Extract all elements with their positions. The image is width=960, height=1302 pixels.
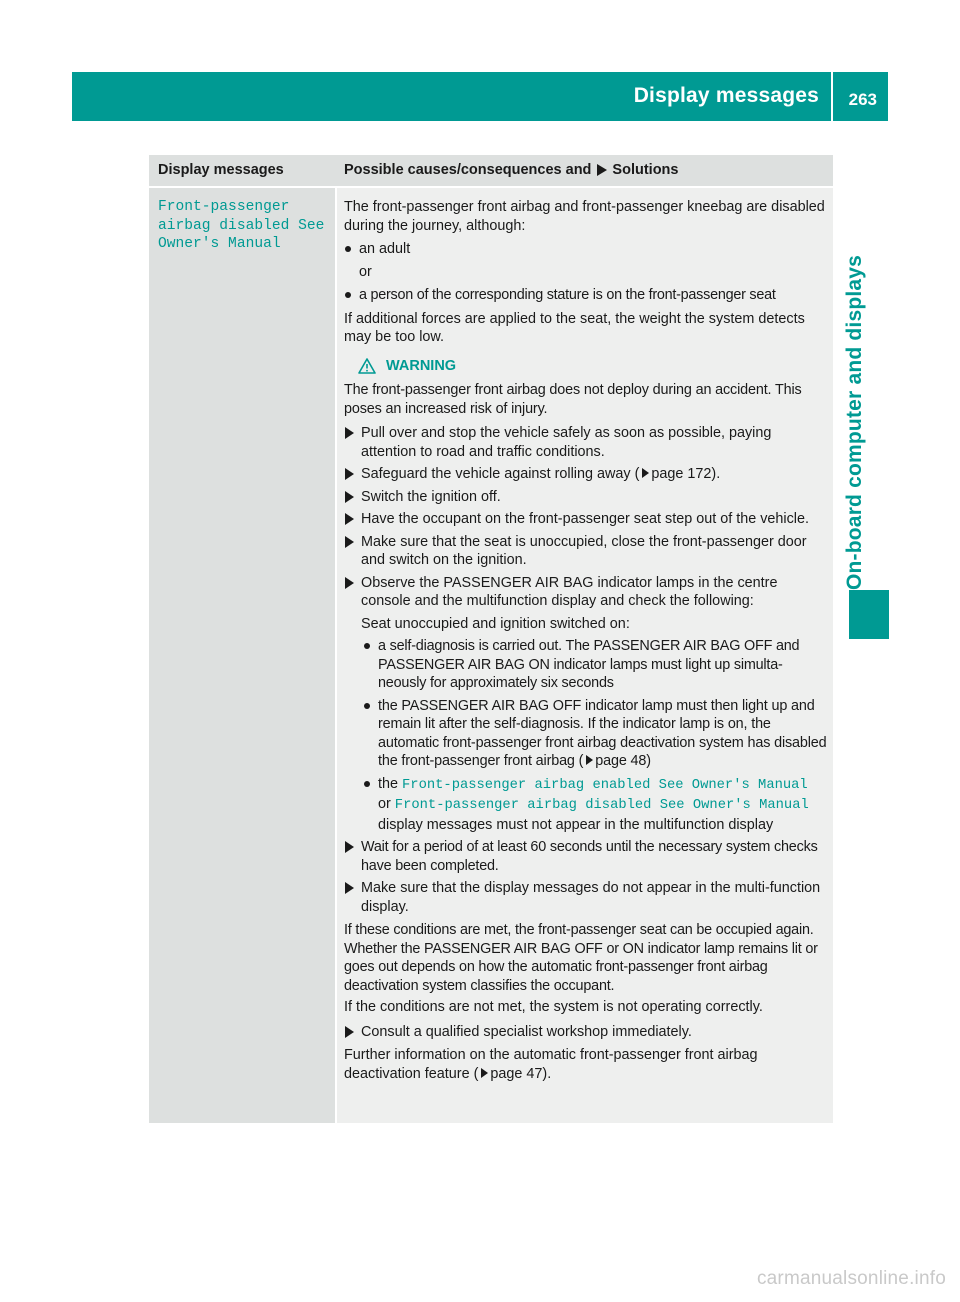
step-text: Consult a qualified specialist workshop immediately. bbox=[361, 1023, 692, 1040]
step-text: Observe the PASSENGER AIR BAG indicator lamps in the centre console and the multifunction display and check the following: bbox=[361, 574, 778, 609]
page-reference-icon bbox=[481, 1068, 488, 1078]
condition-person: a person of the corresponding stature is on the front-passenger seat bbox=[344, 286, 827, 305]
col-header-causes bbox=[337, 155, 833, 186]
step-arrow-icon bbox=[345, 427, 354, 439]
step-pull-over bbox=[344, 424, 827, 461]
condition-or: or bbox=[359, 263, 372, 280]
page-reference-icon bbox=[586, 755, 593, 765]
side-tab-block bbox=[849, 590, 889, 639]
warning-label: WARNING bbox=[386, 357, 457, 374]
page-number: 263 bbox=[848, 90, 877, 109]
display-messages-table bbox=[149, 155, 833, 1123]
page-reference: page 48) bbox=[595, 753, 651, 769]
header-band bbox=[72, 72, 888, 121]
message-disabled: Front-passenger airbag disabled See Owner's Manual bbox=[394, 798, 809, 813]
step-arrow-icon bbox=[345, 577, 354, 589]
step-ignition-off bbox=[344, 488, 827, 507]
step-arrow-icon bbox=[345, 536, 354, 548]
step-safeguard bbox=[344, 465, 827, 484]
step-text: Switch the ignition off. bbox=[361, 488, 501, 505]
check-self-diagnosis: a self-diagnosis is carried out. The PASSENGER AIR BAG OFF and PASSENGER AIR BAG ON indicator lamps must light up simulta-neously for approximately six seconds bbox=[344, 637, 827, 693]
col-header-solutions-text: Solutions bbox=[612, 162, 679, 178]
header-separator bbox=[831, 72, 833, 121]
step-arrow-icon bbox=[345, 513, 354, 525]
step-text: Safeguard the vehicle against rolling away ( bbox=[361, 466, 640, 482]
page-reference-icon bbox=[642, 468, 649, 478]
warning-text: The front-passenger front airbag does not deploy during an accident. This poses an increased risk of injury. bbox=[344, 382, 802, 417]
check-off-lamp bbox=[344, 697, 827, 771]
step-check-display bbox=[344, 879, 827, 916]
step-arrow-icon bbox=[345, 1026, 354, 1038]
step-text: Wait for a period of at least 60 seconds until the necessary system checks have been completed. bbox=[361, 839, 818, 874]
step-observe-lamps bbox=[344, 574, 827, 611]
side-tab-label: On-board computer and displays bbox=[843, 254, 866, 590]
conditions-not-met-text: If the conditions are not met, the system is not operating correctly. bbox=[344, 999, 763, 1015]
message-cell bbox=[149, 188, 335, 1123]
check-messages bbox=[344, 775, 827, 835]
message-enabled: Front-passenger airbag enabled See Owner's Manual bbox=[402, 777, 808, 793]
message-line-3: Owner's Manual bbox=[158, 236, 281, 252]
warning-heading bbox=[344, 357, 827, 376]
table-header-row bbox=[149, 155, 833, 188]
solution-cell bbox=[337, 188, 833, 1123]
step-arrow-icon bbox=[345, 468, 354, 480]
col-header-messages: Display messages bbox=[158, 162, 284, 178]
step-arrow-icon bbox=[345, 841, 354, 853]
message-line-1: Front-passenger bbox=[158, 199, 290, 215]
further-info-text bbox=[344, 1046, 827, 1083]
check-text: the bbox=[378, 775, 399, 792]
check-text: display messages must not appear in the multifunction display bbox=[378, 816, 774, 833]
step-text: Make sure that the seat is unoccupied, close the front-passenger door and switch on the ignition. bbox=[361, 533, 807, 568]
step-seat-unoccupied bbox=[344, 533, 827, 570]
page-reference: page 172). bbox=[651, 466, 721, 482]
check-text: the PASSENGER AIR BAG OFF indicator lamp must then light up and remain lit after the self-diagnosis. If the indicator lamp is on, the automatic front-passenger front airbag deactivation system has disabled the front-passenger front airbag ( bbox=[378, 697, 827, 769]
step-occupant-out bbox=[344, 510, 827, 529]
step-text: Pull over and stop the vehicle safely as soon as possible, paying attention to road and traffic conditions. bbox=[361, 425, 772, 460]
page-title: Display messages bbox=[633, 84, 819, 107]
intro-text: The front-passenger front airbag and front-passenger kneebag are disabled during the journey, although: bbox=[344, 199, 825, 234]
step-arrow-icon bbox=[345, 491, 354, 503]
message-line-2: airbag disabled See bbox=[158, 217, 325, 234]
table-row bbox=[149, 188, 833, 1123]
seat-unoccupied-heading: Seat unoccupied and ignition switched on: bbox=[361, 615, 630, 632]
step-text: Have the occupant on the front-passenger seat step out of the vehicle. bbox=[361, 511, 809, 527]
step-text: Make sure that the display messages do not appear in the multi-function display. bbox=[361, 880, 821, 915]
watermark: carmanualsonline.info bbox=[756, 1268, 946, 1289]
check-text: or bbox=[378, 796, 391, 812]
step-arrow-icon bbox=[345, 882, 354, 894]
further-text: Further information on the automatic front-passenger front airbag deactivation feature ( bbox=[344, 1047, 758, 1082]
condition-adult: an adult bbox=[344, 240, 827, 259]
page-reference: page 47). bbox=[490, 1065, 552, 1082]
step-wait bbox=[344, 838, 827, 875]
solution-arrow-icon bbox=[597, 164, 607, 176]
conditions-met-text: If these conditions are met, the front-passenger seat can be occupied again. Whether the PASSENGER AIR BAG OFF or ON indicator lamp remains lit or goes out depends on how the automatic front-passenger front airbag deactivation system classifies the occupant. bbox=[344, 922, 818, 994]
step-consult bbox=[344, 1023, 827, 1042]
col-header-causes-text: Possible causes/consequences and bbox=[344, 162, 592, 178]
warning-triangle-icon bbox=[358, 358, 376, 374]
forces-text: If additional forces are applied to the seat, the weight the system detects may be too low. bbox=[344, 310, 805, 345]
